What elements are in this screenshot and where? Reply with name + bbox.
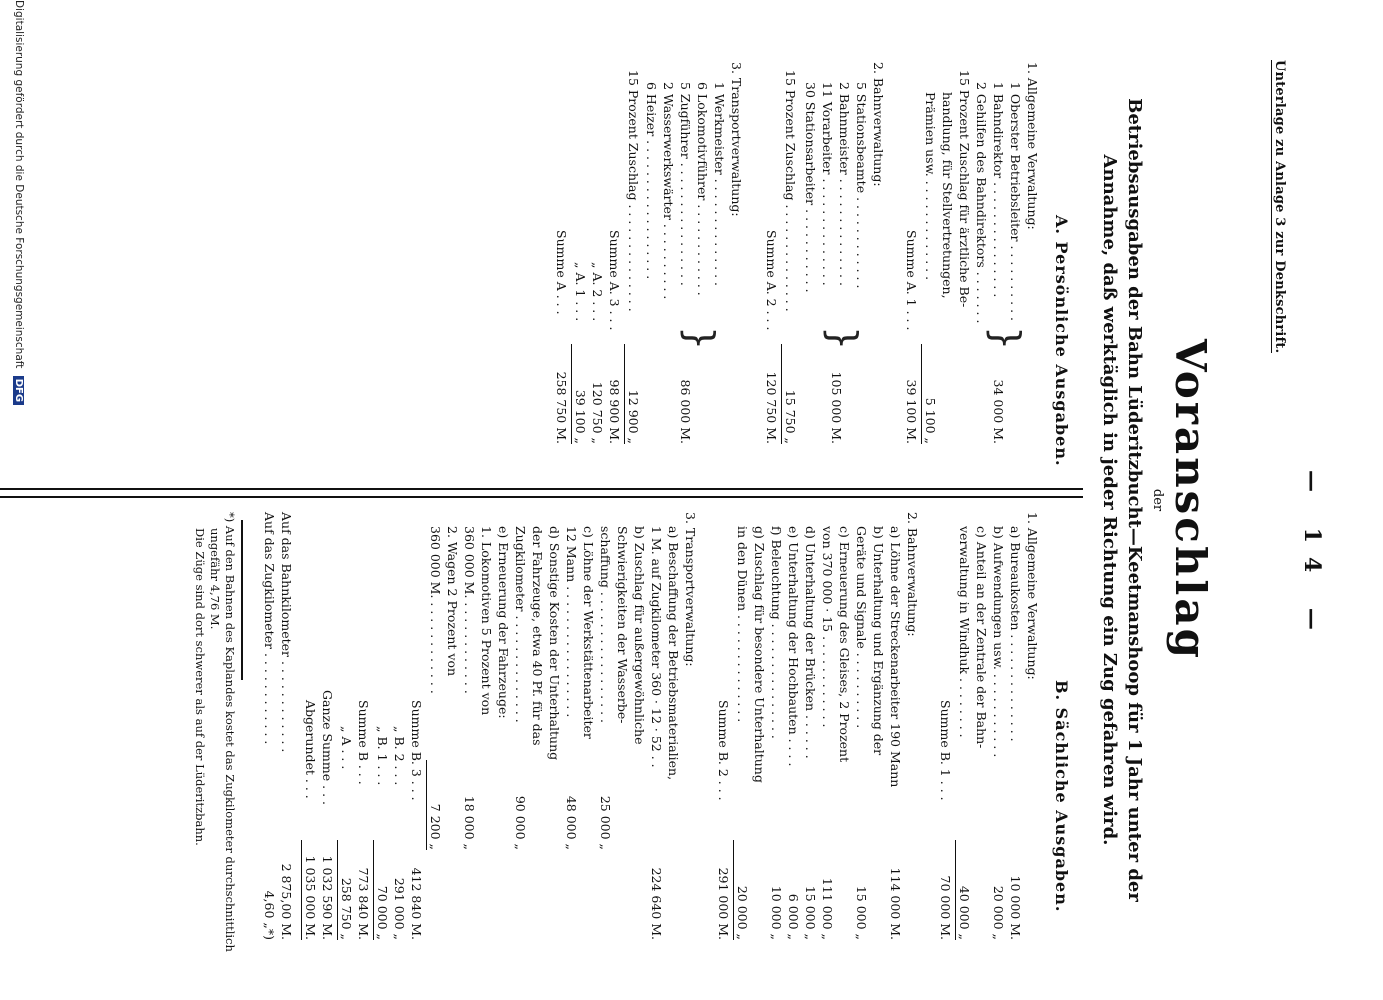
digitization-notice [13,0,25,1000]
b3-item: a) Beschaffung der Betriebsmaterialien, [666,526,681,781]
dfg-logo: DFG [13,376,24,405]
b1-item: a) Bureaukosten . . . . . . . . . . . . . . [1008,526,1023,742]
a2-item: 5 Stationsbeamte . . . . . . . . . . . . [854,82,869,289]
b1-item-amount: 10 000 M. [1008,875,1023,940]
b2-item-amount: 111 000 „ [820,877,835,940]
title-article: der [1150,488,1165,512]
b2-title: 2. Bahnverwaltung: [905,512,920,637]
b2-item-amount: 6 000 „ [786,893,801,940]
b2-item-amount: 15 000 „ [854,885,869,940]
b2-item-amount: 10 000 „ [769,885,784,940]
a2-item: 2 Bahnmeister . . . . . . . . . . . . . . [837,82,852,286]
section-a-title: A. Persönliche Ausgaben. [1052,215,1071,467]
b2-item: von 370 000 · 15 . . . . . . . . . . . . [820,526,835,728]
a-grand-total-amount: 258 750 M. [554,371,569,444]
b3-item: Zugkilometer . . . . . . . . . . . . . . [513,526,528,723]
brace-icon: } [678,326,722,351]
b2-sum-amount: 291 000 M. [716,867,731,940]
grand-total-amount: 1 032 590 M. [320,855,335,940]
b-total-label: „ B. 1 . . . [375,726,390,786]
b1-item: b) Aufwendungen usw. . . . . . . . . . . . [991,526,1006,758]
footnote-rule [242,520,244,680]
b3-item: 2. Wagen 2 Prozent von [445,526,460,677]
b1-item: verwaltung in Windhuk . . . . . . . . [957,526,972,738]
b3-item: der Fahrzeuge, etwa 40 Pf. für das [530,526,545,746]
a3-surcharge-amount: 12 900 „ [624,344,642,444]
b3-item: 1 M. auf Zugkilometer 360 · 12 · 52 . . [649,526,664,768]
brace-icon: } [821,326,865,351]
a3-item: 1 Werkmeister . . . . . . . . . . . . . . [712,82,727,287]
b1-title: 1. Allgemeine Verwaltung: [1025,512,1040,680]
a1-surcharge-line: Prämien usw. . . . . . . . . . . . . . [923,92,938,281]
a-total-label: Summe A. 3 . . . [607,230,622,331]
brace-icon: } [984,326,1028,351]
a2-items-amount: 105 000 M. [829,371,844,444]
b1-item-amount: 20 000 „ [991,885,1006,940]
footnote-line: ungefähr 4,76 M. [208,528,222,630]
b3-item: e) Erneuerung der Fahrzeuge: [496,526,511,719]
b3-item: schaffung . . . . . . . . . . . . . . . . . [598,526,613,723]
b-total-label: „ B. 2 . . . [392,726,407,786]
b2-item: in den Dünen . . . . . . . . . . . . . . [735,526,750,723]
column-divider [0,488,1083,498]
b2-item: c) Erneuerung des Gleises, 2 Prozent [837,526,852,763]
per-bahnkilometer-label: Auf das Bahnkilometer . . . . . . . . . . . . [279,512,294,753]
b-total-label: „ A . . . [339,726,354,770]
b3-item-amount: 90 000 „ [513,795,528,850]
a3-surcharge: 15 Prozent Zuschlag . . . . . . . . . . . . . . [626,70,641,312]
a2-sum-amount: 120 750 M. [764,371,779,444]
b-total-amount: 70 000 „ [373,840,391,940]
a-total-amount: 98 900 M. [607,379,622,444]
page-title: Voranschlag [1166,339,1215,661]
a3-item: 6 Lokomotivführer . . . . . . . . . . . . [695,82,710,296]
rounded-total-label: Abgerundet . . . [303,700,318,799]
b3-item: b) Zuschlag für außergewöhnliche [632,526,647,745]
per-bahnkilometer-amount: 2 875,00 M. [279,863,294,940]
a3-item: 5 Zugführer . . . . . . . . . . . . . . . . [678,82,693,286]
b2-item: e) Unterhaltung der Hochbauten . . . . [786,526,801,767]
footnote-line: *) Auf den Bahnen des Kaplandes kostet das Zugkilometer durchschnittlich [223,512,237,952]
a1-item: 2 Gehilfen des Bahndirektors . . . . . . . [974,82,989,324]
b3-item-amount: 7 200 „ [426,760,444,850]
per-zugkilometer-amount: 4,60 „*) [262,890,277,940]
b3-item: 360 000 M. . . . . . . . . . . . . [462,526,477,694]
b3-item-amount: 18 000 „ [462,795,477,850]
b2-item-amount: 114 000 M. [888,867,903,940]
a2-surcharge: 15 Prozent Zuschlag . . . . . . . . . . . . . . [783,70,798,312]
page-number: — 14 — [1299,470,1325,644]
a3-item: 6 Heizer . . . . . . . . . . . . . . . . . . [644,82,659,280]
b3-item: d) Sonstige Kosten der Unterhaltung [547,526,562,761]
a1-sum-label: Summe A. 1 . . . [904,230,919,331]
a-total-amount: 39 100 „ [571,344,589,444]
b3-item-amount: 48 000 „ [564,795,579,850]
b1-item: c) Anteil an der Zentrale der Bahn- [974,526,989,749]
b3-title: 3. Transportverwaltung: [683,512,698,667]
annex-reference: Unterlage zu Anlage 3 zur Denkschrift. [1272,60,1287,354]
b3-item: c) Löhne der Werkstättenarbeiter [581,526,596,739]
a2-title: 2. Bahnverwaltung: [871,62,886,187]
b2-item: d) Unterhaltung der Brücken . . . . . . [803,526,818,759]
b-total-amount: 773 840 M. [356,867,371,940]
a-total-amount: 120 750 „ [590,381,605,444]
b-total-label: Summe B. 3 . . . [409,700,424,801]
a1-item: 1 Bahndirektor . . . . . . . . . . . . . . . [991,82,1006,298]
b3-item: 360 000 M. . . . . . . . . . . . . [428,526,443,694]
b2-item: a) Löhne der Streckenarbeiter 190 Mann [888,526,903,788]
a1-surcharge-line: handlung, für Stellvertretungen, [940,92,955,299]
a2-item: 30 Stationsarbeiter . . . . . . . . . . . [803,82,818,293]
section-b-title: B. Sächliche Ausgaben. [1052,680,1071,913]
b2-item: g) Zuschlag für besondere Unterhaltung [752,526,767,783]
grand-total-label: Ganze Summe . . . [320,690,335,806]
b2-sum-label: Summe B. 2 . . . [716,700,731,801]
a1-sum-amount: 39 100 M. [904,379,919,444]
a1-items-amount: 34 000 M. [991,379,1006,444]
b-total-label: Summe B . . . [356,700,371,785]
a2-item: 11 Vorarbeiter . . . . . . . . . . . . . . [820,82,835,286]
a3-title: 3. Transportverwaltung: [729,62,744,217]
b3-item: 1. Lokomotiven 5 Prozent von [479,526,494,716]
a-total-label: „ A. 1 . . . [573,262,588,322]
a2-surcharge-amount: 15 750 „ [781,344,799,444]
page-subtitle: Betriebsausgaben der Bahn Lüderitzbucht—Keetmanshoop für 1 Jahr unter der Annahme, daß werktäglich in jeder Richtung ein Zug gefahren wird. [1099,98,1145,902]
footnote-line: Die Züge sind dort schwerer als auf der Lüderitzbahn. [193,528,207,846]
a3-item: 2 Wasserwerkswärter . . . . . . . . . . [661,82,676,300]
a1-title: 1. Allgemeine Verwaltung: [1025,62,1040,230]
b2-item: f) Beleuchtung . . . . . . . . . . . . . . . [769,526,784,739]
b1-item-amount: 40 000 „ [955,840,973,940]
a1-surcharge-amount: 5 100 „ [921,344,939,444]
a3-items-amount: 86 000 M. [678,379,693,444]
b-total-amount: 258 750 „ [337,840,355,940]
b3-item-amount: 25 000 „ [598,795,613,850]
b1-sum-label: Summe B. 1 . . . [938,700,953,801]
b3-item: Schwierigkeiten der Wasserbe- [615,526,630,724]
b-total-amount: 291 000 „ [392,877,407,940]
b2-item-amount: 20 000 „ [733,840,751,940]
per-zugkilometer-label: Auf das Zugkilometer . . . . . . . . . . . . [262,512,277,745]
b1-sum-amount: 70 000 M. [938,875,953,940]
digitization-text: Digitalisierung gefördert durch die Deutsche Forschungsgemeinschaft [13,0,25,369]
a1-surcharge-line: 15 Prozent Zuschlag für ärztliche Be- [957,70,972,308]
a-grand-total-label: Summe A . . . [554,230,569,315]
rounded-total-amount: 1 035 000 M. [301,840,319,940]
b3-item-amount: 224 640 M. [649,867,664,940]
b2-item: Geräte und Signale . . . . . . . . . . [854,526,869,729]
b2-item-amount: 15 000 „ [803,885,818,940]
b-total-amount: 412 840 M. [409,867,424,940]
b3-item: 12 Mann . . . . . . . . . . . . . . . . . [564,526,579,718]
b2-item: b) Unterhaltung und Ergänzung der [871,526,886,756]
a2-sum-label: Summe A. 2 . . . [764,230,779,331]
a-total-label: „ A. 2 . . . [590,262,605,322]
a1-item: 1 Oberster Betriebsleiter . . . . . . . . . . [1008,82,1023,321]
